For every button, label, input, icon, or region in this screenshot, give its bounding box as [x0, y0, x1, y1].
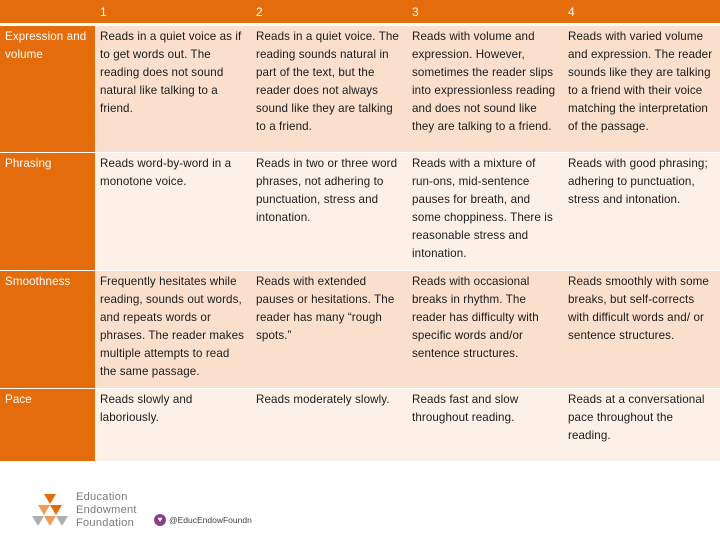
cell-level-2: Reads in two or three word phrases, not adhering to punctuation, stress and intonation.: [251, 153, 407, 271]
cell-level-4: Reads with varied volume and expression. The reader sounds like they are talking to a friend with their voice matching the interpretation of the passage.: [563, 26, 720, 153]
twitter-link[interactable]: [154, 514, 252, 526]
row-label: Pace: [0, 389, 95, 462]
eef-logo-text: [76, 491, 137, 530]
header-level-2: 2: [251, 0, 407, 26]
header-level-3: 3: [407, 0, 563, 26]
header-level-4: 4: [563, 0, 720, 26]
cell-level-1: Reads slowly and laboriously.: [95, 389, 251, 462]
cell-level-2: Reads moderately slowly.: [251, 389, 407, 462]
logo-line-education: Education: [76, 491, 128, 503]
twitter-bird-icon: ♥: [154, 514, 166, 526]
twitter-handle: @EducEndowFoundn: [169, 515, 252, 525]
cell-level-1: Reads word-by-word in a monotone voice.: [95, 153, 251, 271]
row-smoothness: [0, 271, 720, 389]
cell-level-3: Reads with volume and expression. However, sometimes the reader slips into expressionless reading and does not sound like they are talking to a friend.: [407, 26, 563, 153]
cell-level-1: Frequently hesitates while reading, sounds out words, and repeats words or phrases. The reader makes multiple attempts to read the same passage.: [95, 271, 251, 389]
cell-level-4: Reads at a conversational pace throughout the reading.: [563, 389, 720, 462]
cell-level-2: Reads in a quiet voice. The reading sounds natural in part of the text, but the reader does not always sound like they are talking to a friend.: [251, 26, 407, 153]
cell-level-3: Reads fast and slow throughout reading.: [407, 389, 563, 462]
row-phrasing: [0, 153, 720, 271]
header-corner: [0, 0, 95, 26]
cell-level-3: Reads with occasional breaks in rhythm. The reader has difficulty with specific words and/or sentence structures.: [407, 271, 563, 389]
cell-level-1: Reads in a quiet voice as if to get words out. The reading does not sound natural like talking to a friend.: [95, 26, 251, 153]
row-expression-volume: [0, 26, 720, 153]
logo-line-foundation: Foundation: [76, 517, 135, 529]
eef-logo-icon: [30, 492, 70, 528]
cell-level-3: Reads with a mixture of run-ons, mid-sentence pauses for breath, and some choppiness. There is reasonable stress and intonation.: [407, 153, 563, 271]
row-label: Expression and volume: [0, 26, 95, 153]
cell-level-4: Reads smoothly with some breaks, but self-corrects with difficult words and/ or sentence structures.: [563, 271, 720, 389]
logo-line-endowment: Endowment: [76, 504, 137, 516]
row-pace: [0, 389, 720, 462]
row-label: Smoothness: [0, 271, 95, 389]
header-row: [0, 0, 720, 26]
row-label: Phrasing: [0, 153, 95, 271]
cell-level-2: Reads with extended pauses or hesitations. The reader has many “rough spots.”: [251, 271, 407, 389]
cell-level-4: Reads with good phrasing; adhering to punctuation, stress and intonation.: [563, 153, 720, 271]
header-level-1: 1: [95, 0, 251, 26]
